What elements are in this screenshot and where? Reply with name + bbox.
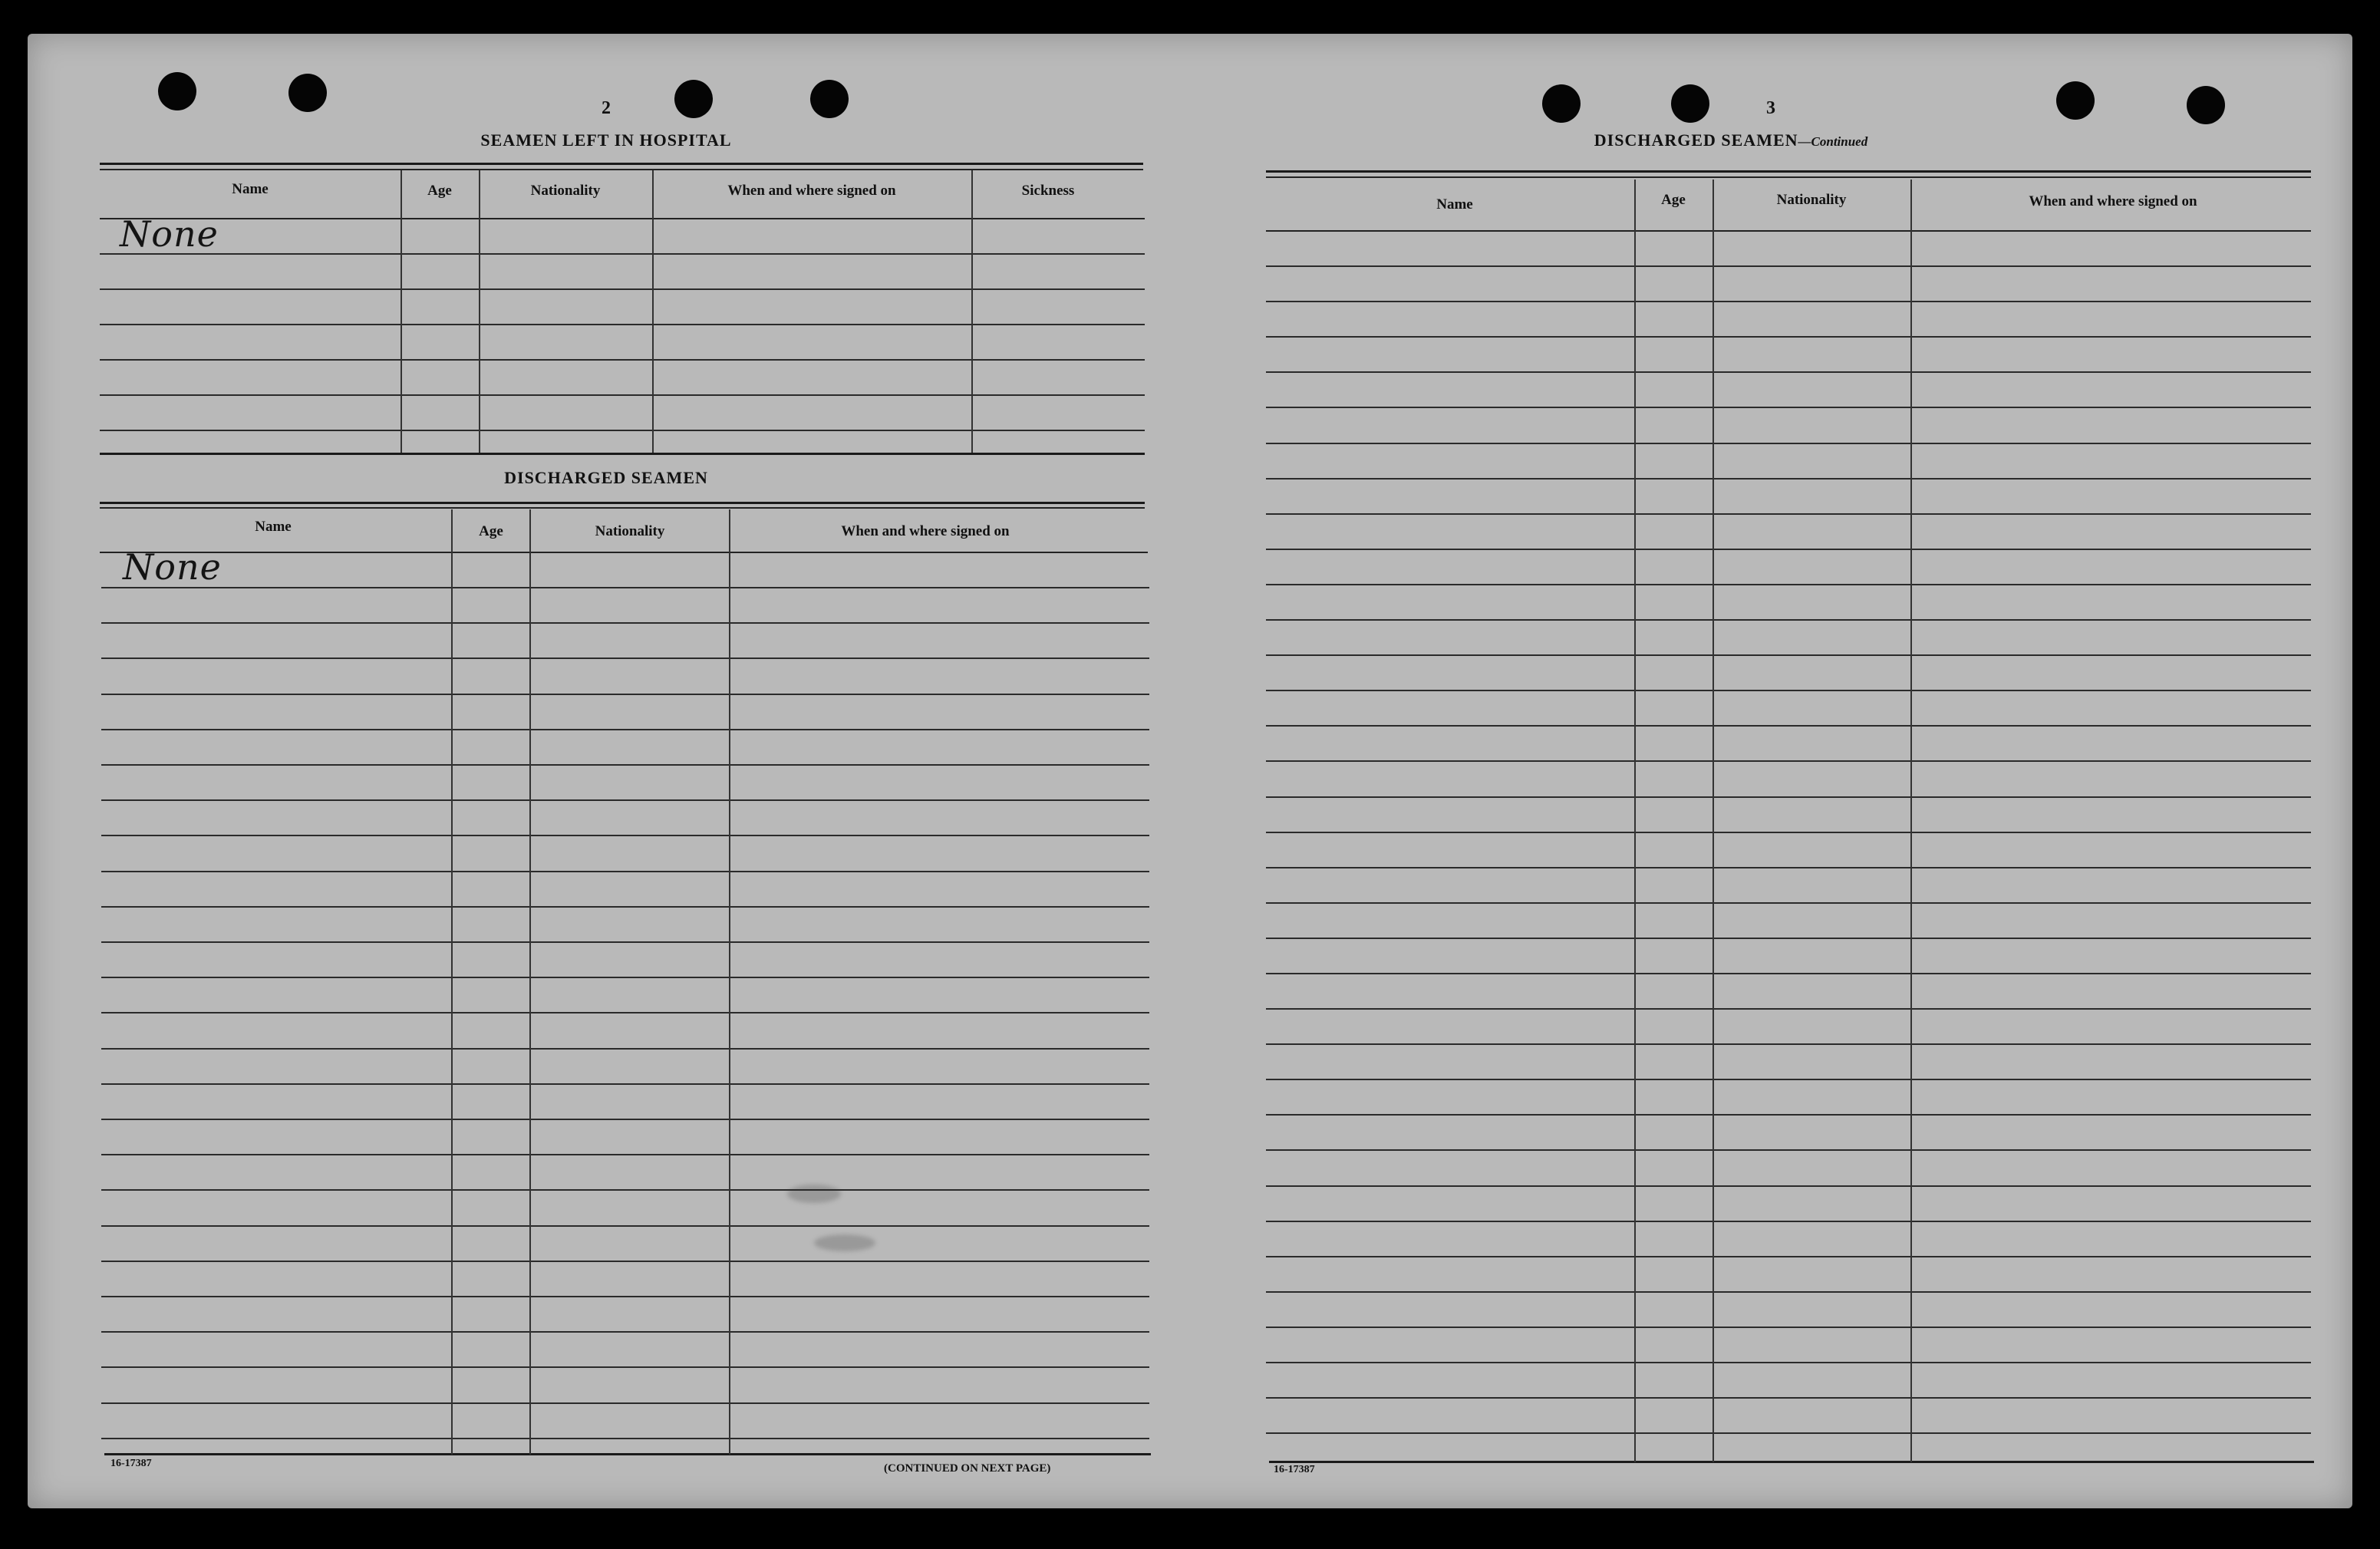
- table-row: [1266, 513, 2311, 515]
- table-row: [1266, 938, 2311, 939]
- table-row: [1266, 336, 2311, 338]
- table-bottom-rule: [104, 1453, 1151, 1455]
- column-divider: [1712, 180, 1714, 1462]
- table-top-rule: [1266, 176, 2311, 178]
- column-divider: [451, 509, 453, 1455]
- continued-suffix: —Continued: [1798, 134, 1868, 149]
- table-row: [1266, 371, 2311, 373]
- column-header-nationality: Nationality: [595, 523, 665, 539]
- table-row: [1266, 443, 2311, 444]
- table-row: [100, 288, 1145, 290]
- table-row: [101, 1119, 1149, 1120]
- table-row: [1266, 619, 2311, 621]
- page-number: 3: [1766, 98, 1775, 118]
- table-bottom-rule: [1269, 1461, 2314, 1463]
- table-row: [1266, 760, 2311, 762]
- handwritten-entry: None: [120, 213, 219, 255]
- table-row: [1266, 549, 2311, 550]
- ink-smudge: [787, 1185, 841, 1203]
- discharged-continued-title: [1594, 130, 1867, 150]
- table-row: [1266, 1256, 2311, 1257]
- table-top-rule: [100, 163, 1143, 165]
- column-header-name: Name: [255, 519, 292, 535]
- table-row: [1266, 1221, 2311, 1222]
- discharged-section-title: DISCHARGED SEAMEN: [504, 468, 708, 487]
- table-row: [1266, 1432, 2311, 1434]
- section-title: DISCHARGED SEAMEN: [1594, 130, 1798, 150]
- table-row: [101, 1296, 1149, 1297]
- column-divider: [529, 509, 531, 1455]
- table-row: [1266, 796, 2311, 798]
- table-header-rule: [100, 218, 1145, 219]
- table-row: [101, 941, 1149, 943]
- continued-note: (CONTINUED ON NEXT PAGE): [884, 1462, 1051, 1475]
- table-row: [101, 871, 1149, 872]
- table-row: [101, 1366, 1149, 1368]
- table-row: [1266, 902, 2311, 904]
- table-row: [101, 1154, 1149, 1155]
- column-divider: [652, 170, 654, 453]
- table-row: [101, 729, 1149, 730]
- table-row: [1266, 973, 2311, 974]
- table-row: [1266, 584, 2311, 585]
- punch-hole: [1542, 84, 1581, 123]
- table-row: [101, 1225, 1149, 1227]
- table-row: [100, 394, 1145, 396]
- table-row: [1266, 725, 2311, 727]
- ink-smudge: [814, 1234, 875, 1251]
- table-top-rule: [1266, 170, 2311, 173]
- punch-hole: [674, 80, 713, 118]
- column-header-signed-on: When and where signed on: [2029, 193, 2197, 209]
- column-header-age: Age: [479, 523, 503, 539]
- table-row: [1266, 1114, 2311, 1116]
- punch-hole: [1671, 84, 1709, 123]
- table-row: [101, 1012, 1149, 1013]
- table-row: [100, 430, 1145, 431]
- table-row: [1266, 478, 2311, 480]
- table-bottom-rule: [100, 453, 1145, 455]
- table-row: [1266, 1079, 2311, 1080]
- form-number: 16-17387: [110, 1458, 152, 1469]
- table-row: [101, 906, 1149, 908]
- table-row: [1266, 301, 2311, 302]
- table-header-rule: [100, 552, 1148, 553]
- table-row: [101, 1189, 1149, 1191]
- column-divider: [971, 170, 973, 453]
- table-row: [100, 324, 1145, 325]
- table-row: [1266, 832, 2311, 833]
- column-divider: [1634, 180, 1636, 1462]
- column-header-age: Age: [427, 183, 452, 199]
- column-header-signed-on: When and where signed on: [727, 183, 896, 199]
- handwritten-entry: None: [123, 546, 222, 588]
- table-row: [1266, 1327, 2311, 1328]
- table-row: [1266, 1291, 2311, 1293]
- table-row: [1266, 1149, 2311, 1151]
- page-number: 2: [602, 98, 611, 118]
- column-header-age: Age: [1661, 192, 1686, 208]
- table-top-rule: [100, 169, 1143, 170]
- table-row: [1266, 1043, 2311, 1045]
- column-header-nationality: Nationality: [530, 183, 601, 199]
- ledger-sheet: [28, 34, 2352, 1508]
- table-row: [1266, 265, 2311, 267]
- table-row: [1266, 1362, 2311, 1363]
- table-row: [101, 1402, 1149, 1404]
- column-divider: [1910, 180, 1912, 1462]
- column-header-name: Name: [1436, 196, 1473, 213]
- punch-hole: [288, 74, 327, 112]
- column-divider: [401, 170, 402, 453]
- table-row: [1266, 1008, 2311, 1010]
- table-row: [101, 694, 1149, 695]
- column-header-name: Name: [232, 181, 269, 197]
- column-header-sickness: Sickness: [1021, 183, 1075, 199]
- table-row: [1266, 690, 2311, 691]
- table-row: [100, 253, 1145, 255]
- punch-hole: [810, 80, 849, 118]
- table-row: [101, 587, 1149, 588]
- table-top-rule: [100, 507, 1145, 509]
- table-row: [101, 1048, 1149, 1050]
- punch-hole: [2056, 81, 2095, 120]
- table-row: [1266, 1185, 2311, 1187]
- table-row: [1266, 1397, 2311, 1399]
- table-row: [101, 977, 1149, 978]
- table-row: [101, 658, 1149, 659]
- table-row: [101, 835, 1149, 836]
- table-row: [101, 1438, 1149, 1439]
- table-row: [101, 764, 1149, 766]
- column-header-signed-on: When and where signed on: [841, 523, 1010, 539]
- punch-hole: [2187, 86, 2225, 124]
- table-top-rule: [100, 502, 1145, 504]
- table-row: [1266, 654, 2311, 656]
- column-divider: [479, 170, 480, 453]
- table-row: [101, 1331, 1149, 1333]
- table-row: [101, 622, 1149, 624]
- table-header-rule: [1266, 230, 2311, 232]
- form-number: 16-17387: [1274, 1464, 1315, 1475]
- column-divider: [729, 509, 730, 1455]
- table-row: [1266, 867, 2311, 868]
- table-row: [101, 1261, 1149, 1262]
- hospital-section-title: SEAMEN LEFT IN HOSPITAL: [480, 130, 732, 150]
- table-row: [101, 1083, 1149, 1085]
- table-row: [1266, 407, 2311, 408]
- table-row: [101, 799, 1149, 801]
- punch-hole: [158, 72, 196, 110]
- table-row: [100, 359, 1145, 361]
- column-header-nationality: Nationality: [1776, 192, 1847, 208]
